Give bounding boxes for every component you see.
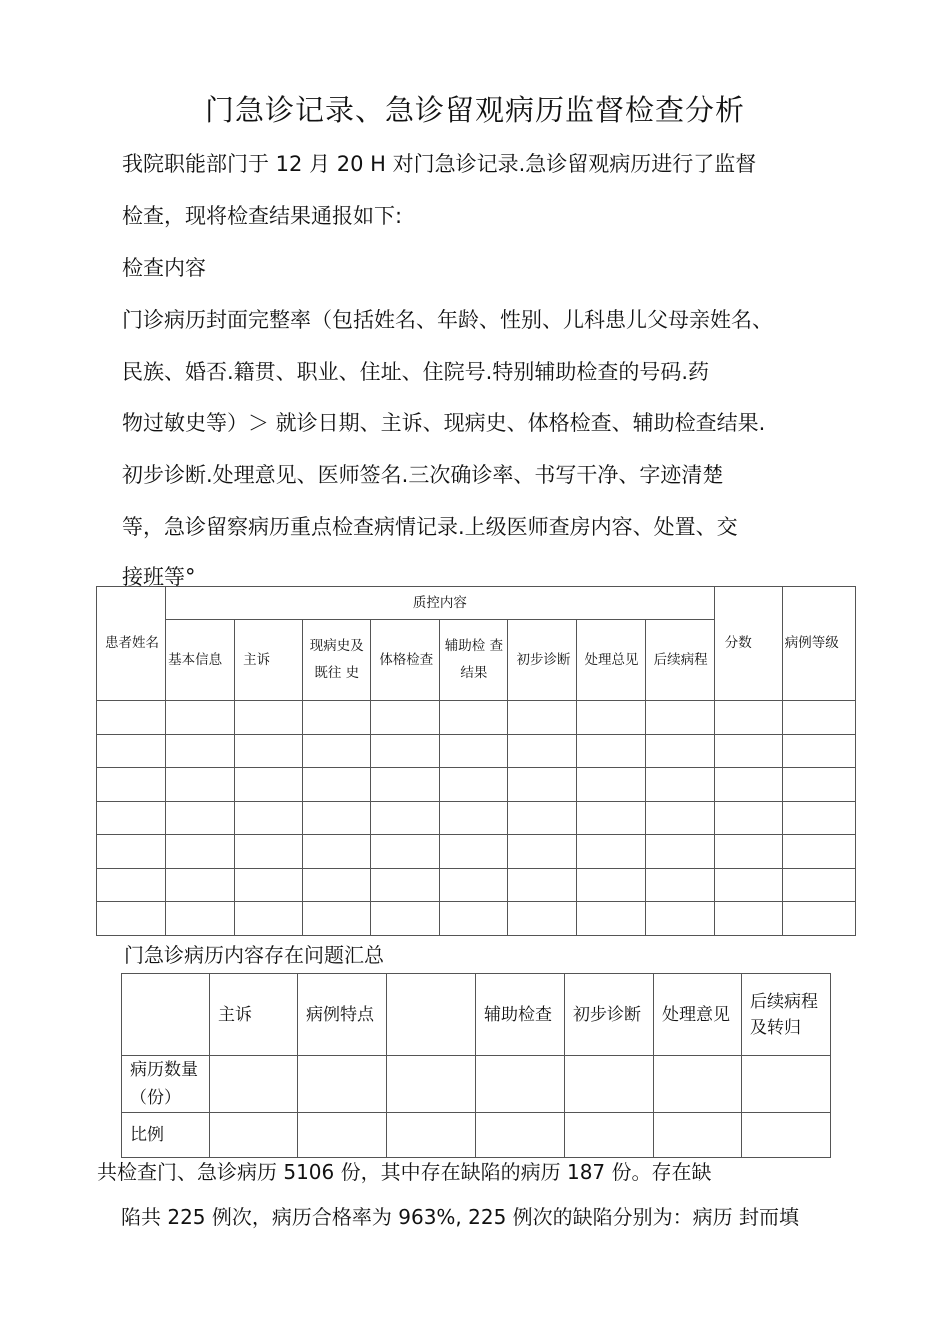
table-row xyxy=(97,735,856,768)
closing-paragraph-1: 共检查门、急诊病历 5106 份，其中存在缺陷的病历 187 份。存在缺 xyxy=(97,1160,712,1184)
paragraph-intro-1: 我院职能部门于 12 月 20 H 对门急诊记录.急诊留观病历进行了监督 xyxy=(122,152,757,176)
summary-header-followup: 后续病程及转归 xyxy=(742,974,831,1056)
header-history: 现病史及既往 史 xyxy=(303,620,371,701)
paragraph-content-5: 等，急诊留察病历重点检查病情记录.上级医师查房内容、处置、交 xyxy=(122,515,738,539)
paragraph-content-3: 物过敏史等）＞ 就诊日期、主诉、现病史、体格检查、辅助检查结果. xyxy=(122,411,766,435)
paragraph-content-2: 民族、婚否.籍贯、职业、住址、住院号.特别辅助检查的号码.药 xyxy=(122,360,710,384)
header-physical-exam: 体格检查 xyxy=(371,620,440,701)
qc-table xyxy=(96,586,856,936)
header-aux-exam: 辅助检 查结果 xyxy=(440,620,508,701)
summary-header-blank xyxy=(122,974,210,1056)
summary-header-empty xyxy=(387,974,476,1056)
table-row xyxy=(97,701,856,735)
paragraph-intro-2: 检查，现将检查结果通报如下: xyxy=(122,204,403,228)
section-heading-inspection-content: 检查内容 xyxy=(122,256,206,280)
summary-header-chief-complaint: 主诉 xyxy=(210,974,298,1056)
table-row xyxy=(97,902,856,936)
summary-row-label-count: 病历数量（份） xyxy=(122,1056,210,1113)
summary-heading: 门急诊病历内容存在问题汇总 xyxy=(124,943,384,967)
table-row xyxy=(97,869,856,902)
summary-header-prelim-diagnosis: 初步诊断 xyxy=(565,974,654,1056)
summary-header-case-features: 病例特点 xyxy=(298,974,387,1056)
paragraph-content-1: 门诊病历封面完整率（包括姓名、年龄、性别、儿科患儿父母亲姓名、 xyxy=(122,308,773,332)
table-row xyxy=(97,802,856,835)
header-patient-name: 患者姓名 xyxy=(97,587,166,701)
header-prelim-diagnosis: 初步诊断 xyxy=(508,620,576,701)
header-grade: 病例等级 xyxy=(782,587,855,701)
summary-row-label-ratio: 比例 xyxy=(122,1113,210,1158)
header-qc-content: 质控内容 xyxy=(166,587,715,620)
summary-table xyxy=(121,973,831,1158)
summary-header-treatment: 处理意见 xyxy=(654,974,742,1056)
summary-header-aux-exam: 辅助检查 xyxy=(476,974,565,1056)
paragraph-content-6: 接班等° xyxy=(122,565,196,589)
page-title: 门急诊记录、急诊留观病历监督检查分析 xyxy=(204,93,745,127)
header-score: 分数 xyxy=(714,587,782,701)
paragraph-content-4: 初步诊断.处理意见、医师签名.三次确诊率、书写干净、字迹清楚 xyxy=(122,463,724,487)
header-basic-info: 基本信息 xyxy=(166,620,235,701)
table-row xyxy=(97,835,856,869)
header-chief-complaint: 主诉 xyxy=(235,620,303,701)
header-treatment: 处理总见 xyxy=(576,620,645,701)
table-row xyxy=(97,768,856,802)
closing-paragraph-2: 陷共 225 例次，病历合格率为 963%, 225 例次的缺陷分别为：病历 封而填 xyxy=(121,1205,800,1229)
header-followup: 后续病程 xyxy=(645,620,714,701)
